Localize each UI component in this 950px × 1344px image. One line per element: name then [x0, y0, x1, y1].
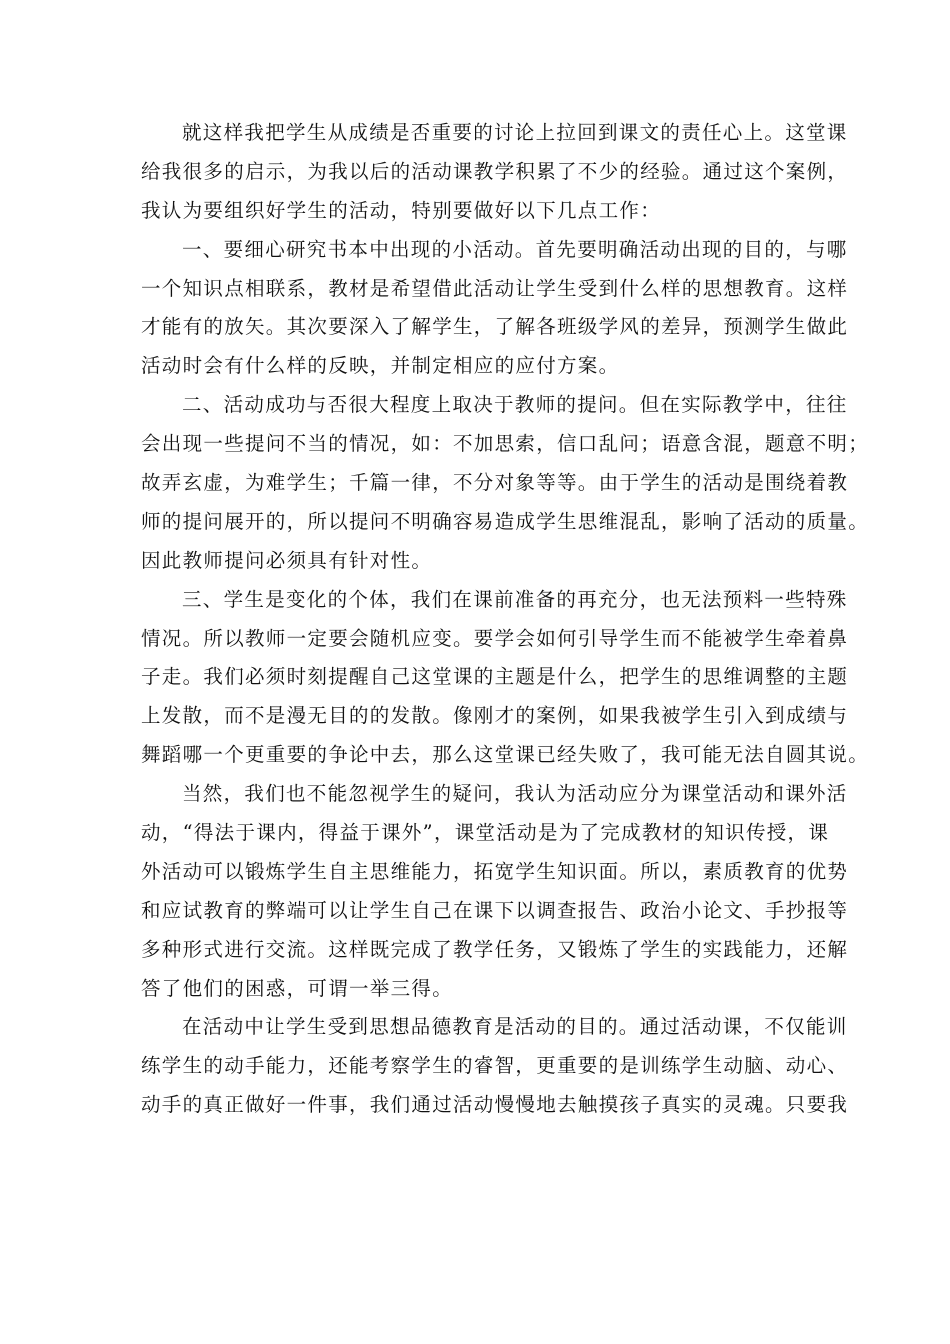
text-line: 舞蹈哪一个更重要的争论中去，那么这堂课已经失败了，我可能无法自圆其说。: [141, 743, 870, 767]
text-line: 子走。我们必须时刻提醒自己这堂课的主题是什么，把学生的思维调整的主题: [141, 665, 849, 689]
text-line: 动手的真正做好一件事，我们通过活动慢慢地去触摸孩子真实的灵魂。只要我: [141, 1093, 849, 1117]
text-line: 故弄玄虚，为难学生；千篇一律，不分对象等等。由于学生的活动是围绕着教: [141, 471, 849, 495]
text-line: 二、活动成功与否很大程度上取决于教师的提问。但在实际教学中，往往: [182, 393, 848, 417]
text-line: 答了他们的困惑，可谓一举三得。: [141, 976, 454, 1000]
text-line: 就这样我把学生从成绩是否重要的讨论上拉回到课文的责任心上。这堂课: [182, 121, 848, 144]
text-line: 情况。所以教师一定要会随机应变。要学会如何引导学生而不能被学生牵着鼻: [141, 626, 849, 650]
text-line: 和应试教育的弊端可以让学生自己在课下以调查报告、政治小论文、手抄报等: [141, 898, 849, 922]
text-line: 我认为要组织好学生的活动，特别要做好以下几点工作：: [141, 198, 662, 222]
text-line: 给我很多的启示，为我以后的活动课教学积累了不少的经验。通过这个案例，: [141, 159, 849, 183]
text-line: 上发散，而不是漫无目的的发散。像刚才的案例，如果我被学生引入到成绩与: [141, 704, 849, 728]
text-line: 因此教师提问必须具有针对性。: [141, 548, 433, 572]
text-line: 练学生的动手能力，还能考察学生的睿智，更重要的是训练学生动脑、动心、: [141, 1054, 849, 1078]
text-line: 动，“得法于课内，得益于课外”，课堂活动是为了完成教材的知识传授，课: [141, 821, 830, 845]
text-line: 师的提问展开的，所以提问不明确容易造成学生思维混乱，影响了活动的质量。: [141, 509, 870, 533]
body-text: [141, 114, 870, 1125]
text-line: 活动时会有什么样的反映，并制定相应的应付方案。: [141, 354, 620, 378]
text-line: 会出现一些提问不当的情况，如：不加思索，信口乱问；语意含混，题意不明；: [141, 432, 870, 456]
text-line: 当然，我们也不能忽视学生的疑问，我认为活动应分为课堂活动和课外活: [182, 782, 848, 806]
text-line: 一、要细心研究书本中出现的小活动。首先要明确活动出现的目的，与哪: [182, 237, 848, 261]
text-line: 多种形式进行交流。这样既完成了教学任务，又锻炼了学生的实践能力，还解: [141, 937, 849, 961]
text-line: 一个知识点相联系，教材是希望借此活动让学生受到什么样的思想教育。这样: [141, 276, 849, 300]
text-line: 在活动中让学生受到思想品德教育是活动的目的。通过活动课，不仅能训: [182, 1015, 848, 1039]
text-line: 外活动可以锻炼学生自主思维能力，拓宽学生知识面。所以，素质教育的优势: [141, 859, 849, 883]
text-line: 三、学生是变化的个体，我们在课前准备的再充分，也无法预料一些特殊: [182, 587, 848, 611]
text-line: 才能有的放矢。其次要深入了解学生，了解各班级学风的差异，预测学生做此: [141, 315, 849, 339]
